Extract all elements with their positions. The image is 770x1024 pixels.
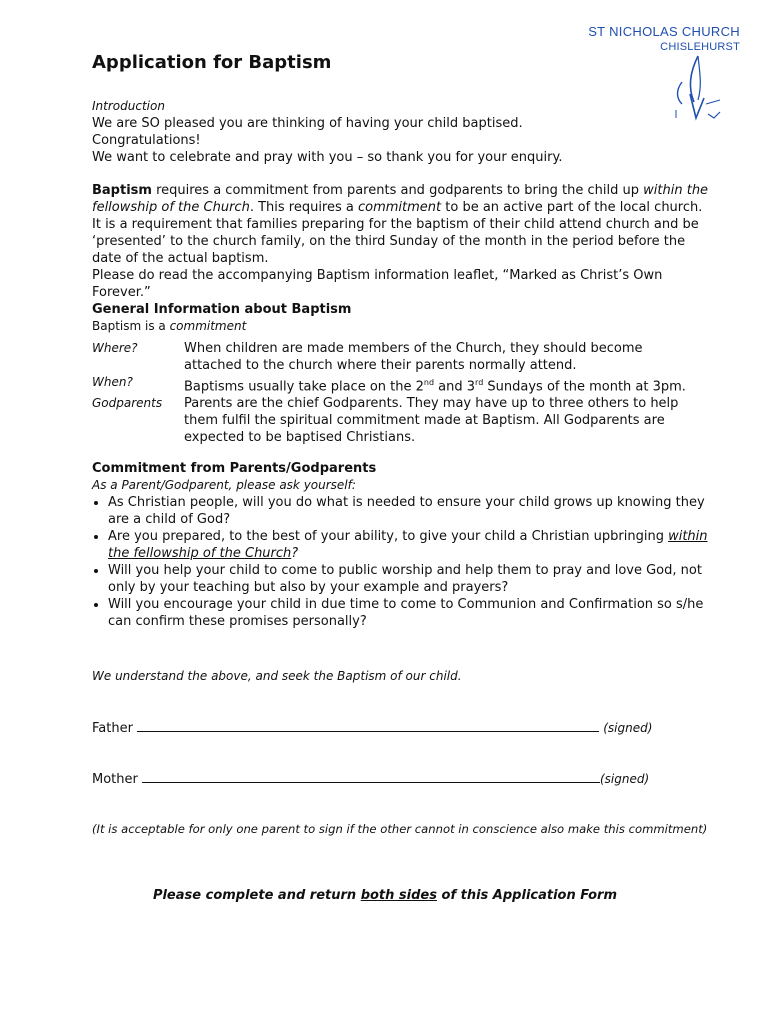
ordinal-sup: rd xyxy=(475,378,484,387)
commitment-subtitle: As a Parent/Godparent, please ask yourself: xyxy=(92,478,356,492)
intro-label: Introduction xyxy=(92,99,165,113)
baptism-text: to be an active part of the local church. xyxy=(441,200,703,215)
info-key: Where? xyxy=(92,341,138,355)
info-value: Parents are the chief Godparents. They may have up to three others to help them fulfil the spiritual commitment made at Baptism. All Godparents are expected to be baptised Christians. xyxy=(184,396,679,446)
commitment-heading: Commitment from Parents/Godparents xyxy=(92,461,377,476)
info-key: When? xyxy=(92,375,133,389)
when-text: Baptisms usually take place on the 2 xyxy=(184,379,424,395)
commitment-question: • As Christian people, will you do what is needed to ensure your child grows up knowing they are a child of God? xyxy=(108,494,712,528)
baptism-bold-word: Baptism xyxy=(92,183,152,198)
general-info-subtitle xyxy=(92,318,712,335)
one-parent-note: (It is acceptable for only one parent to sign if the other cannot in conscience also make this commitment) xyxy=(92,822,708,836)
when-text: and 3 xyxy=(434,379,476,395)
info-value xyxy=(184,374,704,395)
church-logo xyxy=(588,24,740,53)
commitment-section xyxy=(92,460,712,630)
footer-text: of this Application Form xyxy=(436,888,618,903)
father-signature-row xyxy=(92,719,712,737)
info-row-where xyxy=(92,340,712,374)
question-end: ? xyxy=(291,546,299,561)
general-info-heading: General Information about Baptism xyxy=(92,302,352,317)
page-title: Application for Baptism xyxy=(92,52,332,73)
baptism-italic-commitment: commitment xyxy=(358,200,442,215)
understanding-statement: We understand the above, and seek the Baptism of our child. xyxy=(92,669,462,683)
question-underlined: within the fellowship of the Church xyxy=(108,529,708,561)
father-label: Father xyxy=(92,721,133,736)
info-row-godparents xyxy=(92,395,712,446)
commitment-question xyxy=(108,528,712,562)
subtitle-italic: commitment xyxy=(169,319,247,333)
introduction-section xyxy=(92,98,712,166)
commitment-question: • Will you encourage your child in due time to come to Communion and Confirmation so s/he can confirm these promises personally? xyxy=(108,596,712,630)
father-signature-line[interactable] xyxy=(137,719,599,732)
footer-underlined: both sides xyxy=(360,888,437,903)
baptism-text: . This requires a xyxy=(249,200,358,215)
baptism-text: requires a commitment from parents and godparents to bring the child up xyxy=(151,183,644,198)
signed-label: (signed) xyxy=(600,772,650,786)
info-key: Godparents xyxy=(92,396,163,411)
intro-line: Congratulations! xyxy=(92,133,201,148)
signed-label: (signed) xyxy=(603,721,653,735)
intro-line: We are SO pleased you are thinking of having your child baptised. xyxy=(92,116,523,131)
mother-label: Mother xyxy=(92,772,138,787)
when-text: Sundays of the month at 3pm. xyxy=(483,379,686,395)
baptism-paragraph xyxy=(92,182,712,301)
footer-instruction xyxy=(0,888,770,903)
subtitle-text: Baptism is a xyxy=(92,319,170,333)
baptism-italic-fellowship: within the fellowship of the Church xyxy=(92,183,709,215)
commitment-list xyxy=(92,494,712,630)
leaflet-note: Please do read the accompanying Baptism information leaflet, “Marked as Christ’s Own Forever.” xyxy=(92,268,663,300)
commitment-question: • Will you help your child to come to public worship and help them to pray and love God, not only by your teaching but also by your example and prayers? xyxy=(108,562,712,596)
footer-text: Please complete and return xyxy=(152,888,361,903)
baptism-requirement xyxy=(92,182,712,216)
info-row-when xyxy=(92,374,712,395)
mother-signature-line[interactable] xyxy=(142,770,600,783)
info-value: When children are made members of the Church, they should become attached to the church where their parents normally attend. xyxy=(184,341,643,373)
intro-line: We want to celebrate and pray with you – so thank you for your enquiry. xyxy=(92,150,563,165)
presentation-requirement: It is a requirement that families preparing for the baptism of their child attend church and be ‘presented’ to the church family, on the third Sunday of the month in the period before the date of the actual baptism. xyxy=(92,217,699,266)
general-information-section xyxy=(92,301,712,446)
mother-signature-row xyxy=(92,770,712,788)
question-text: Are you prepared, to the best of your ability, to give your child a Christian upbringing xyxy=(108,529,669,544)
logo-church-name: ST NICHOLAS CHURCH xyxy=(588,24,740,39)
logo-location: CHISLEHURST xyxy=(660,41,740,53)
ordinal-sup: nd xyxy=(423,378,435,387)
